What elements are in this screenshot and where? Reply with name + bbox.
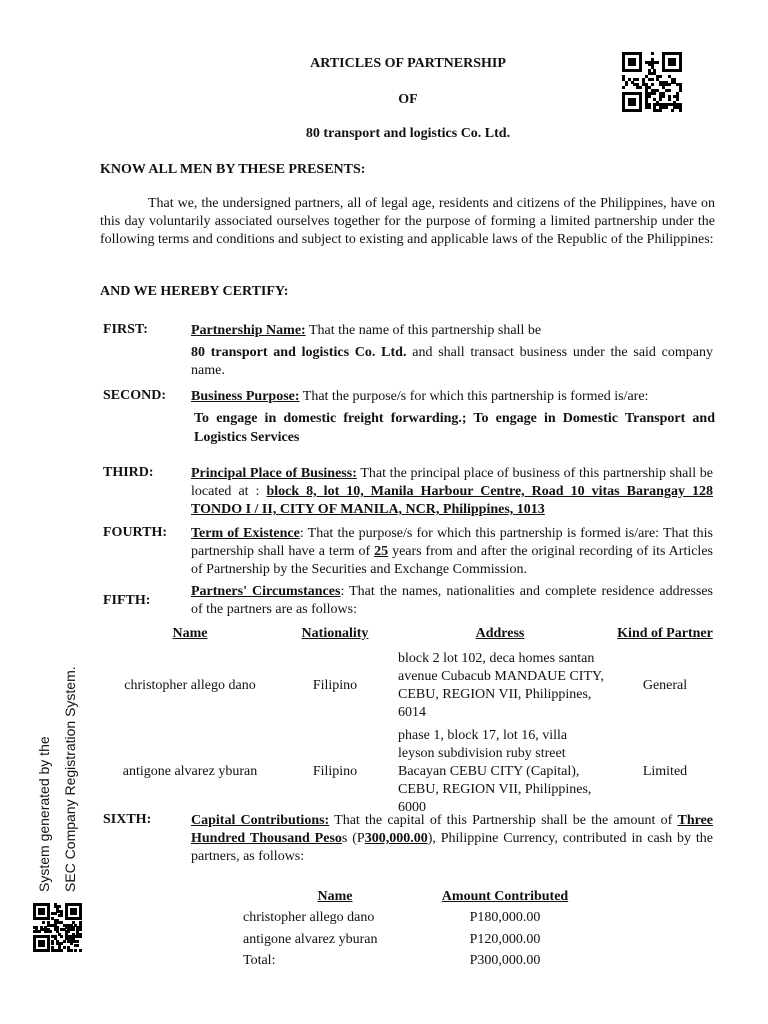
- clause-text: That the principal place of business of this partnership shall be located at :: [191, 466, 713, 499]
- clause-second: [191, 388, 721, 406]
- clause-sixth: [191, 812, 713, 866]
- total-label: Total:: [243, 953, 276, 969]
- clause-heading: Capital Contributions:: [191, 813, 330, 828]
- column-header: Address: [475, 626, 525, 641]
- clause-label-first: FIRST:: [103, 322, 148, 337]
- clause-text: That the name of this partnership shall be: [305, 323, 542, 338]
- clause-heading: Term of Existence: [191, 526, 300, 541]
- contributions-table: [240, 886, 580, 972]
- clause-text: years from and after the original recording of its Articles of Partnership by the Securities and Exchange Commission.: [191, 544, 713, 577]
- contributor-name: christopher allego dano: [243, 910, 375, 926]
- partnership-name: 80 transport and logistics Co. Ltd.: [191, 345, 407, 360]
- table-header-row: [100, 623, 720, 645]
- capital-amount: 300,000.00: [364, 831, 428, 846]
- table-row: [240, 951, 580, 973]
- clause-first-name: [191, 344, 713, 380]
- company-title: 80 transport and logistics Co. Ltd.: [305, 126, 511, 141]
- clause-text: s: [341, 831, 348, 846]
- table-row: [100, 727, 720, 817]
- partner-kind: General: [642, 678, 688, 693]
- clause-label-second: SECOND:: [103, 388, 167, 403]
- clause-first: [191, 322, 713, 340]
- clause-text: : That the names, nationalities and complete residence addresses of the partners are as follows:: [191, 584, 713, 617]
- contribution-amount: P180,000.00: [469, 910, 541, 926]
- clause-heading: Principal Place of Business:: [191, 466, 357, 481]
- clause-heading: Partnership Name:: [191, 323, 306, 338]
- partner-name: christopher allego dano: [124, 678, 256, 693]
- intro-paragraph: That we, the undersigned partners, all of legal age, residents and citizens of the Philippines, have on this day voluntarily associated ourselves together for the purpose of forming a limited partnership under the following terms and conditions and subject to existing and applicable laws of the Republic of the Philippines:: [100, 196, 715, 247]
- clause-label-sixth: SIXTH:: [103, 812, 152, 827]
- table-row: [100, 645, 720, 727]
- partners-table: [100, 623, 720, 817]
- business-purpose: To engage in domestic freight forwarding.; To engage in Domestic Transport and Logistics Services: [194, 411, 715, 445]
- clause-heading: Business Purpose:: [191, 389, 300, 404]
- qr-code-icon: [33, 903, 81, 951]
- clause-fourth: [191, 525, 713, 579]
- clause-fifth: [191, 583, 713, 619]
- total-amount: P300,000.00: [469, 953, 541, 969]
- clause-text: (P: [347, 831, 365, 846]
- document-title: ARTICLES OF PARTNERSHIP: [310, 56, 506, 71]
- clause-label-fifth: FIFTH:: [103, 593, 151, 608]
- certify-heading: AND WE HEREBY CERTIFY:: [100, 284, 289, 299]
- partner-address: block 2 lot 102, deca homes santan avenue Cubacub MANDAUE CITY, CEBU, REGION VII, Philippines, 6014: [398, 651, 604, 720]
- clause-text: : That the purpose/s for which this partnership is formed is/are: That this partnership shall have a term of: [191, 526, 713, 559]
- column-header: Name: [317, 888, 353, 904]
- clause-third: [191, 465, 713, 519]
- term-years: 25: [374, 544, 389, 559]
- capital-words: Three Hundred Thousand Peso: [191, 813, 713, 846]
- column-header: Name: [172, 626, 208, 641]
- clause-heading: Partners' Circumstances: [191, 584, 341, 599]
- partner-nationality: Filipino: [312, 764, 358, 779]
- column-header: Nationality: [301, 626, 369, 641]
- contribution-amount: P120,000.00: [469, 931, 541, 947]
- qr-code-icon: [622, 52, 682, 112]
- clause-text: That the purpose/s for which this partnership is formed is/are:: [299, 389, 649, 404]
- partner-address: phase 1, block 17, lot 16, villa leyson subdivision ruby street Bacayan CEBU CITY (Capital), CEBU, REGION VII, Philippines, 6000: [398, 728, 592, 815]
- system-generated-note: [30, 640, 90, 890]
- table-header-row: [240, 886, 580, 908]
- greeting: KNOW ALL MEN BY THESE PRESENTS:: [100, 162, 366, 177]
- column-header: Kind of Partner: [617, 626, 713, 641]
- clause-label-fourth: FOURTH:: [103, 525, 168, 540]
- title-of: OF: [398, 92, 418, 107]
- clause-label-third: THIRD:: [103, 465, 154, 480]
- clause-text: and shall transact business under the said company name.: [191, 345, 714, 378]
- partner-name: antigone alvarez yburan: [122, 764, 258, 779]
- clause-text: That the capital of this Partnership shall be the amount of: [329, 813, 678, 828]
- partner-kind: Limited: [642, 764, 688, 779]
- column-header: Amount Contributed: [441, 888, 569, 904]
- table-row: [240, 929, 580, 951]
- system-note-line-1: System generated by the: [36, 736, 52, 892]
- table-row: [240, 908, 580, 930]
- partner-nationality: Filipino: [312, 678, 358, 693]
- clause-text: ), Philippine Currency, contributed in cash by the partners, as follows:: [191, 831, 713, 864]
- business-address: block 8, lot 10, Manila Harbour Centre, Road 10 vitas Barangay 128 TONDO I / II, CITY OF MANILA, NCR, Philippines, 1013: [191, 484, 713, 517]
- system-note-line-2: SEC Company Registration System.: [62, 666, 78, 892]
- contributor-name: antigone alvarez yburan: [243, 931, 378, 947]
